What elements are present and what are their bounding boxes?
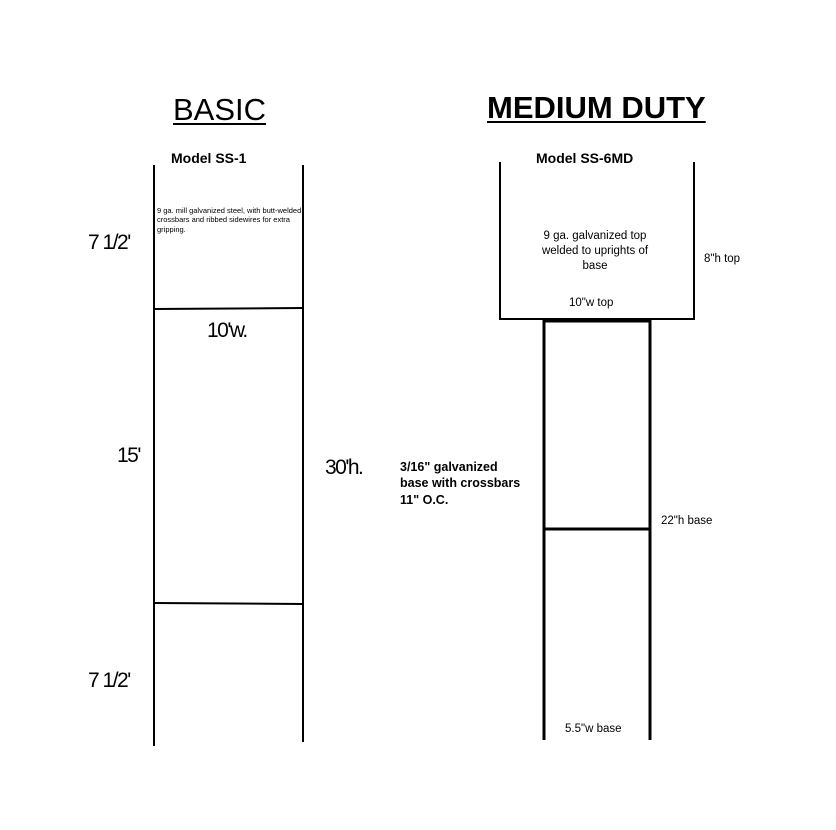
basic-width-dimension: 10'w. [207,319,247,342]
medium-duty-title: MEDIUM DUTY [487,90,706,125]
medium-duty-top-width: 10"w top [569,297,614,309]
medium-duty-model-label: Model SS-6MD [536,150,634,166]
basic-description: 9 ga. mill galvanized steel, with butt-welded crossbars and ribbed sidewires for extra gripping. [157,206,302,234]
medium-duty-base-height: 22"h base [661,515,713,527]
medium-duty-base-width: 5.5"w base [565,723,622,735]
basic-top-section-dimension: 7 1/2' [88,231,130,254]
basic-stake-drawing [154,165,303,746]
base-description-line: 3/16" galvanized [400,460,498,474]
medium-duty-top-description: 9 ga. galvanized top welded to uprights of base [541,230,649,272]
basic-middle-section-dimension: 15' [117,444,140,467]
basic-title: BASIC [173,92,267,127]
medium-duty-base-description [400,459,520,508]
basic-lower-crossbar [154,603,303,604]
basic-upper-crossbar [154,308,303,309]
basic-model-label: Model SS-1 [171,150,247,166]
basic-height-dimension: 30'h. [325,456,363,479]
base-description-line: base with crossbars [400,476,521,491]
medium-duty-top-height: 8"h top [704,253,741,265]
basic-bottom-section-dimension: 7 1/2' [88,669,130,692]
base-description-line: 11" O.C. [400,492,449,507]
